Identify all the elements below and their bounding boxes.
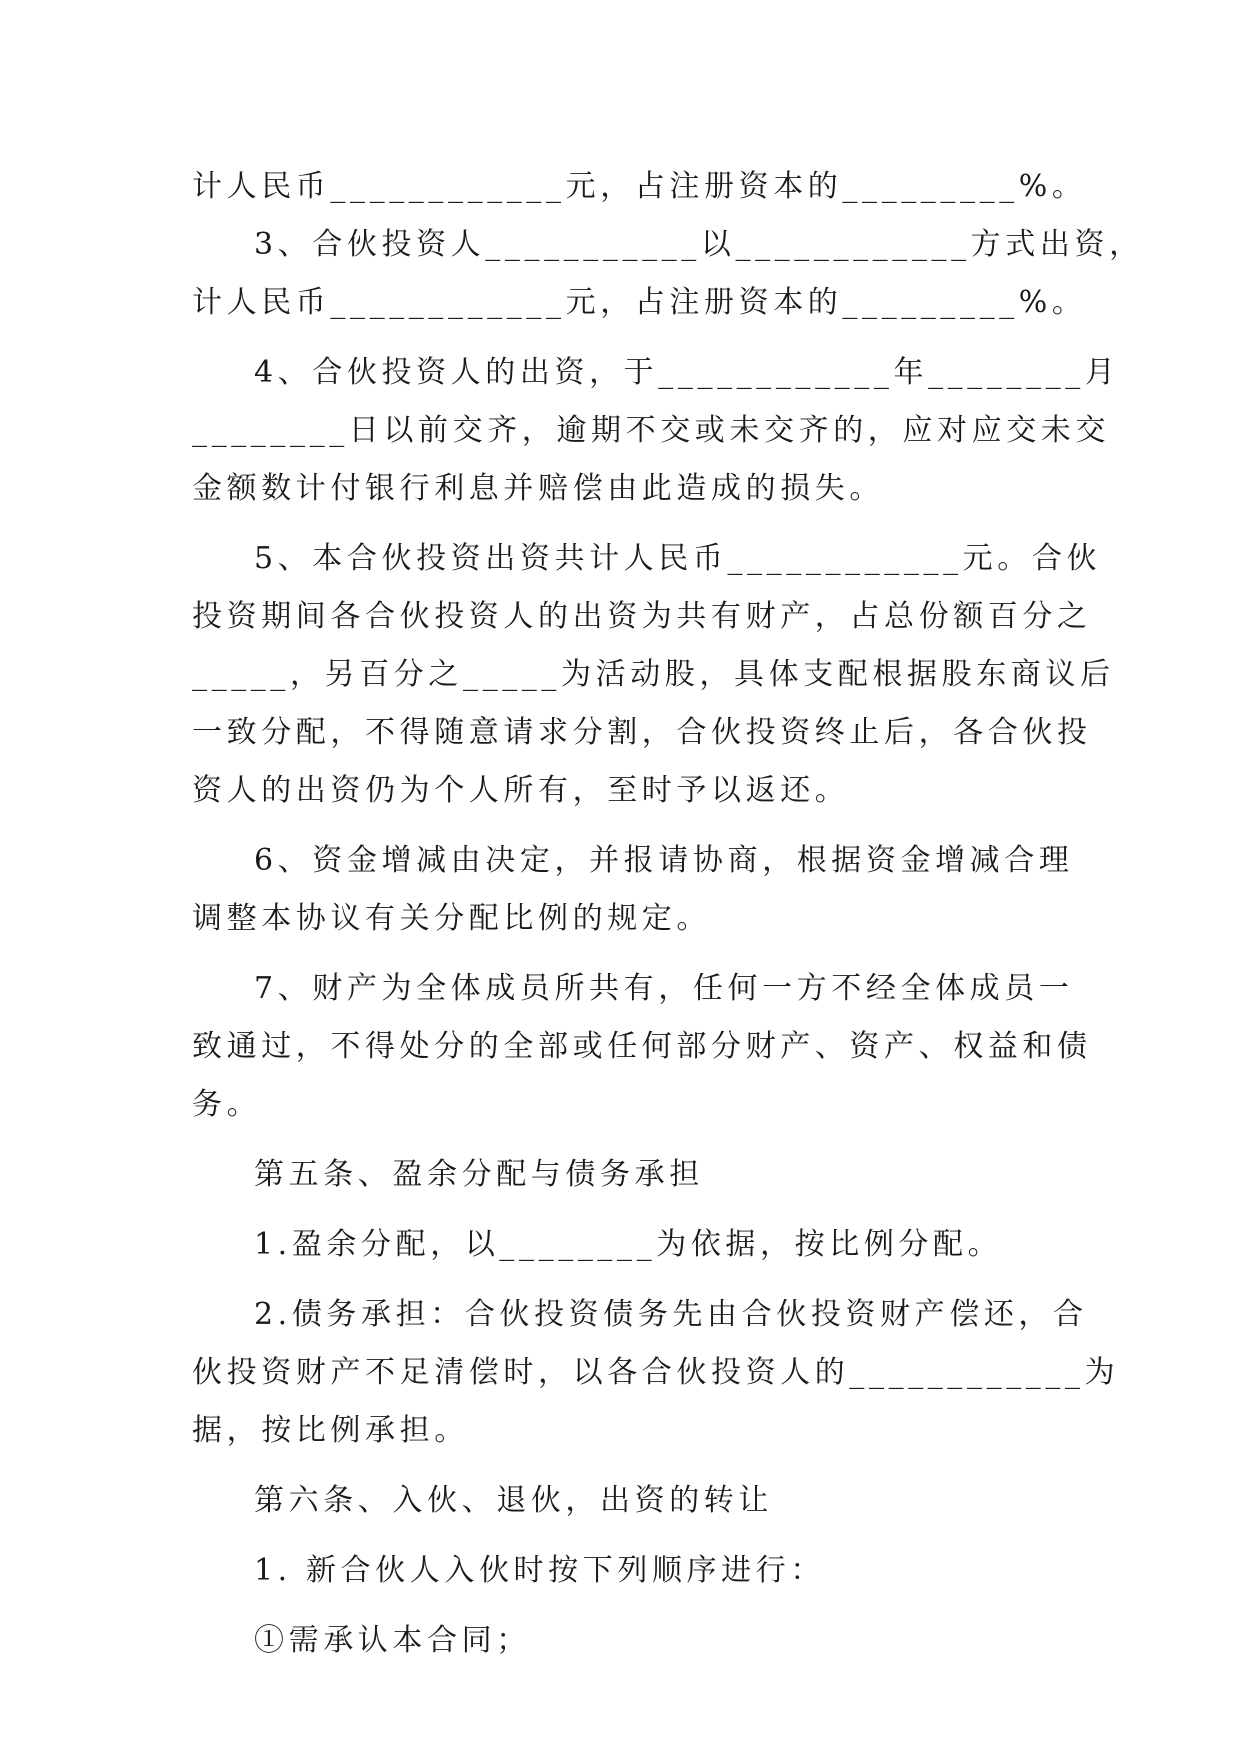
text-line: 一致分配，不得随意请求分割，合伙投资终止后，各合伙投 <box>192 715 1092 750</box>
text-line: 务。 <box>192 1087 262 1122</box>
text-line: 伙投资财产不足清偿时，以各合伙投资人的____________为 <box>192 1355 1120 1390</box>
text-line: 3、合伙投资人___________以____________方式出资， <box>254 227 1144 262</box>
text-line: 计人民币____________元，占注册资本的_________%。 <box>192 285 1087 320</box>
text-line: 6、资金增减由决定，并报请协商，根据资金增减合理 <box>254 843 1074 878</box>
text-line: ________日以前交齐，逾期不交或未交齐的，应对应交未交 <box>192 413 1110 448</box>
text-line: 1.盈余分配，以________为依据，按比例分配。 <box>254 1227 1003 1262</box>
text-line: 计人民币____________元，占注册资本的_________%。 <box>192 169 1087 204</box>
document-page <box>192 158 1144 1670</box>
text-line: 投资期间各合伙投资人的出资为共有财产，占总份额百分之 <box>192 599 1092 634</box>
text-line: ①需承认本合同； <box>254 1623 531 1658</box>
text-line: _____，另百分之_____为活动股，具体支配根据股东商议后 <box>192 657 1115 692</box>
text-line: 5、本合伙投资出资共计人民币____________元。合伙 <box>254 541 1102 576</box>
text-line: 4、合伙投资人的出资，于____________年________月 <box>254 355 1120 390</box>
text-line: 据，按比例承担。 <box>192 1413 469 1448</box>
section-heading: 第五条、盈余分配与债务承担 <box>254 1157 704 1192</box>
text-line: 1. 新合伙人入伙时按下列顺序进行： <box>254 1553 825 1588</box>
text-line: 调整本协议有关分配比例的规定。 <box>192 901 711 936</box>
text-line: 资人的出资仍为个人所有，至时予以返还。 <box>192 773 850 808</box>
text-line: 7、财产为全体成员所共有，任何一方不经全体成员一 <box>254 971 1074 1006</box>
section-heading: 第六条、入伙、退伙，出资的转让 <box>254 1483 773 1518</box>
text-line: 金额数计付银行利息并赔偿由此造成的损失。 <box>192 471 884 506</box>
text-line: 2.债务承担：合伙投资债务先由合伙投资财产偿还，合 <box>254 1297 1088 1332</box>
text-line: 致通过，不得处分的全部或任何部分财产、资产、权益和债 <box>192 1029 1092 1064</box>
